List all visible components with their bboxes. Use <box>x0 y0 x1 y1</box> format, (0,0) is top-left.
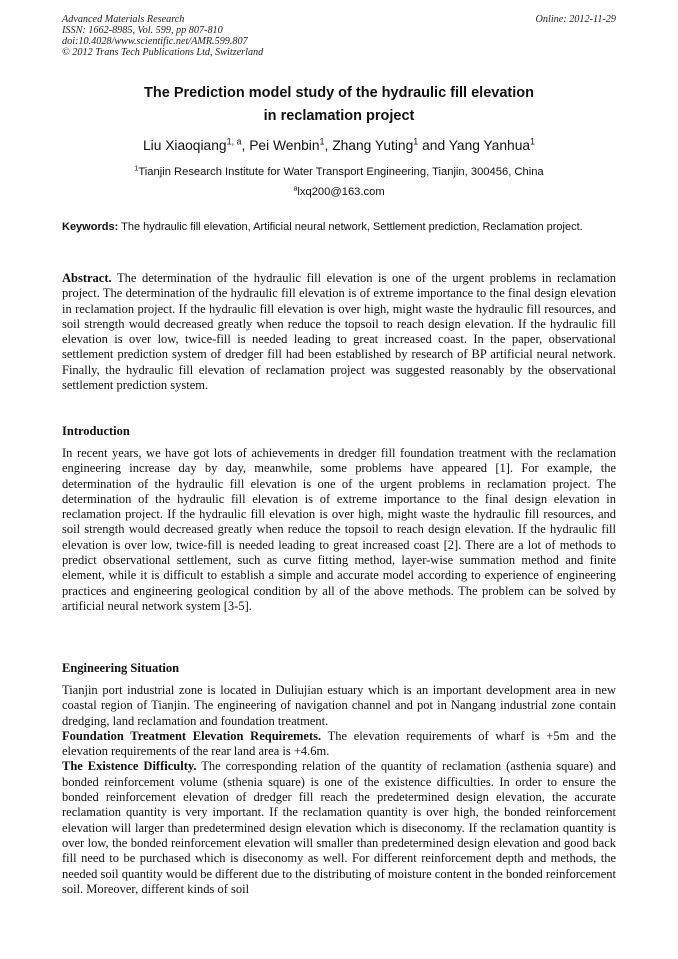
doi-line: doi:10.4028/www.scientific.net/AMR.599.807 <box>62 36 248 47</box>
author-name: Zhang Yuting <box>332 138 414 153</box>
introduction-heading: Introduction <box>62 424 130 438</box>
author-separator: , <box>241 138 250 153</box>
email <box>62 185 616 199</box>
paper-title <box>62 82 616 128</box>
email-mark: a <box>293 183 298 193</box>
introduction-text: In recent years, we have got lots of achievements in dredger fill foundation treatment with the reclamation engineering increase day by day, meanwhile, some problems have appeared [1]. For example, the determination of the hydraulic fill elevation is one of the urgent problems in reclamation project. The determination of the hydraulic fill elevation is of extreme importance to the final design elevation in reclamation project. If the hydraulic fill elevation is over high, might waste the hydraulic fill resources, and soil strength would decreased greatly when reduce the topsoil to reach design elevation. If the hydraulic fill elevation is over low, twice-fill is needed leading to great increased coast [2]. There are a lot of methods to predict observational settlement, such as curve fitting method, layer-wise summation method and finite element, while it is difficult to establish a simple and accurate model according to experience of engineering practices and engineering geological condition by all of the above methods. The problem can be solved by artificial neural network system [3-5]. <box>62 446 616 613</box>
author-name: Liu Xiaoqiang <box>142 138 227 153</box>
requirements-label: Foundation Treatment Elevation Requiremets. <box>62 728 322 743</box>
journal-name: Advanced Materials Research <box>62 14 185 25</box>
abstract-label: Abstract. <box>62 271 112 285</box>
keywords-text: The hydraulic fill elevation, Artificial neural network, Settlement prediction, Reclamation project. <box>121 221 583 233</box>
online-date: Online: 2012-11-29 <box>535 14 616 25</box>
abstract-text: The determination of the hydraulic fill elevation is one of the urgent problems in reclamation project. The determination of the hydraulic fill elevation is of extreme importance to the final design elevation in reclamation project. If the hydraulic fill elevation is over high, might waste the hydraulic fill resources, and soil strength would decreased greatly when reduce the topsoil to reach design elevation. If the hydraulic fill elevation is over low, twice-fill is needed leading to great increased coast. In the paper, observational settlement prediction system of dredger fill had been established by research of BP artificial neural network. Finally, the hydraulic fill elevation of reclamation project was suggested reasonably by the observational settlement prediction system. <box>62 271 616 393</box>
author-mark: 1, a <box>226 136 242 147</box>
author-mark: 1 <box>413 136 419 147</box>
requirements-text: The elevation requirements of wharf is +5m and the elevation requirements of the rear land area is +4.6m. <box>62 728 616 759</box>
keywords <box>62 221 616 234</box>
email-text: lxq200@163.com <box>297 186 385 198</box>
author-mark: 1 <box>319 136 325 147</box>
affiliation-text: Tianjin Research Institute for Water Transport Engineering, Tianjin, 300456, China <box>138 166 544 178</box>
difficulty-text: The corresponding relation of the quantity of reclamation (asthenia square) and bonded reinforcement volume (sthenia square) is one of the existence difficulties. In order to ensure the bonded reinforcement elevation of dredger fill reach the predetermined design elevation, the accurate reclamation quantity is very important. If the reclamation quantity is over high, the bonded reinforcement elevation will larger than predetermined design elevation which is diseconomy. If the reclamation quantity is over low, the bonded reinforcement elevation will smaller than predetermined design elevation and good back fill need to be purchased which is diseconomy as well. For different reinforcement depth and methods, the needed soil quantity would be different due to the distributing of moisture content in the bonded reinforcement soil. Moreover, different kinds of soil <box>62 759 616 896</box>
author-name: Yang Yanhua <box>448 138 531 153</box>
affiliation <box>62 165 616 179</box>
engineering-paragraph: Tianjin port industrial zone is located in Duliujian estuary which is an important development area in new coastal region of Tianjin. The engineering of navigation channel and pot in Nangang industrial zone contain dredging, land reclamation and foundation treatment. <box>62 683 616 728</box>
copyright-line: © 2012 Trans Tech Publications Ltd, Switzerland <box>62 47 264 58</box>
difficulty-label: The Existence Difficulty. <box>62 759 197 774</box>
title-line-1: The Prediction model study of the hydraulic fill elevation <box>144 85 534 101</box>
author-list <box>62 137 616 155</box>
author-mark: 1 <box>530 136 536 147</box>
abstract <box>62 271 616 393</box>
affiliation-mark: 1 <box>134 163 139 173</box>
author-and: and <box>418 138 449 153</box>
difficulty-paragraph <box>62 759 616 897</box>
engineering-heading: Engineering Situation <box>62 661 180 675</box>
title-line-2: in reclamation project <box>263 108 415 124</box>
engineering-body <box>62 683 616 897</box>
journal-header <box>62 14 616 58</box>
requirements-paragraph <box>62 729 616 760</box>
keywords-label: Keywords: <box>62 221 119 233</box>
issn-line: ISSN: 1662-8985, Vol. 599, pp 807-810 <box>62 25 223 36</box>
author-name: Pei Wenbin <box>249 138 320 153</box>
author-separator: , <box>324 138 333 153</box>
